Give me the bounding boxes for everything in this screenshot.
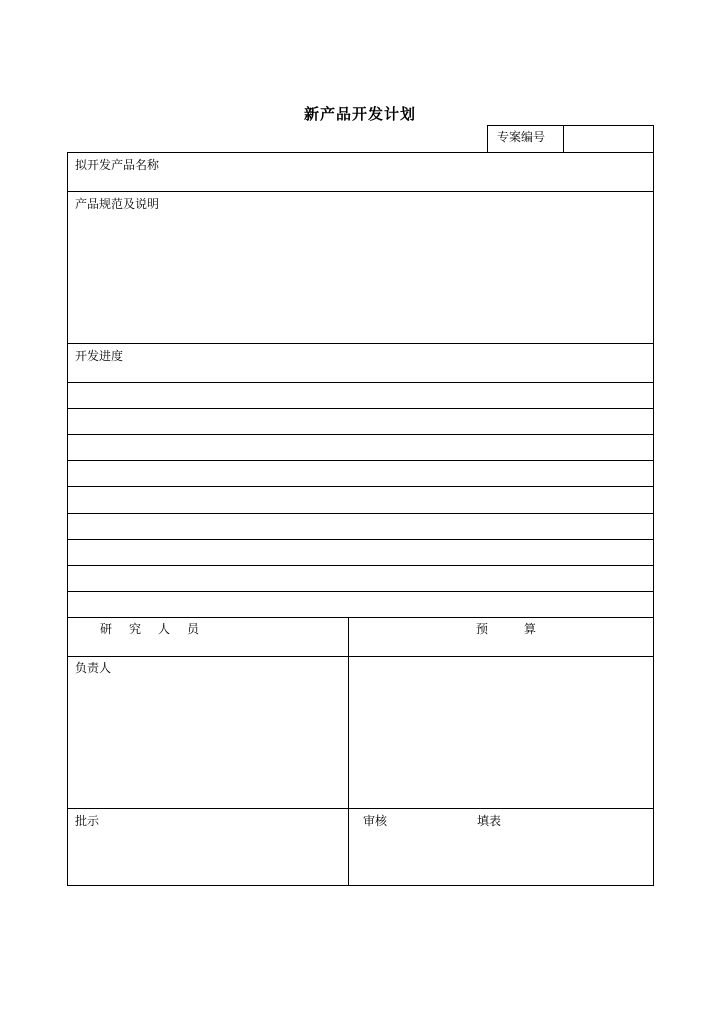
product-name-label: 拟开发产品名称 — [75, 158, 160, 172]
budget-header: 预算 — [476, 622, 573, 636]
schedule-row-line — [67, 382, 654, 383]
case-number-label: 专案编号 — [497, 130, 546, 144]
schedule-row-line — [67, 486, 654, 487]
form-title: 新产品开发计划 — [303, 105, 416, 123]
schedule-row-line — [67, 591, 654, 592]
row-divider — [67, 656, 654, 657]
approval-label: 批示 — [75, 814, 100, 828]
schedule-row-line — [67, 513, 654, 514]
researchers-header: 研究人员 — [100, 622, 217, 636]
row-divider — [67, 343, 654, 344]
column-divider — [348, 617, 349, 886]
schedule-row-line — [67, 460, 654, 461]
schedule-row-line — [67, 539, 654, 540]
review-label: 审核 — [363, 814, 388, 828]
spec-label: 产品规范及说明 — [75, 197, 160, 211]
case-number-divider — [563, 125, 564, 153]
schedule-label: 开发进度 — [75, 349, 124, 363]
row-divider — [67, 808, 654, 809]
schedule-row-line — [67, 565, 654, 566]
schedule-row-line — [67, 434, 654, 435]
owner-label: 负责人 — [75, 661, 112, 675]
row-divider — [67, 617, 654, 618]
schedule-row-line — [67, 408, 654, 409]
filled-by-label: 填表 — [477, 814, 502, 828]
form-table — [67, 152, 654, 886]
row-divider — [67, 191, 654, 192]
